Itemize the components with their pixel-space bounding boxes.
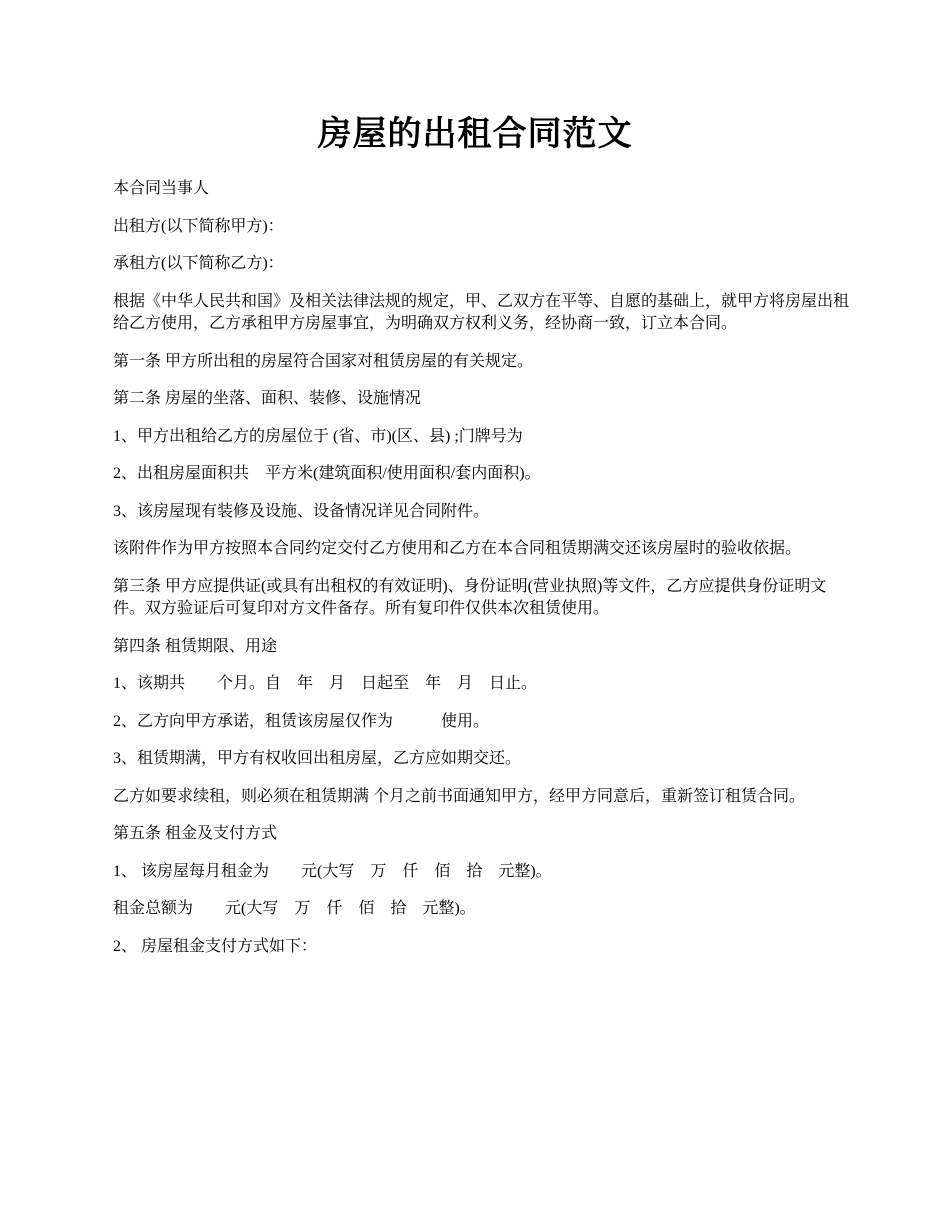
paragraph-article-4-item-2: 2、乙方向甲方承诺，租赁该房屋仅作为 使用。 <box>113 712 490 730</box>
paragraph-parties-heading: 本合同当事人 <box>113 180 210 197</box>
paragraph-article-2: 第二条 房屋的坐落、面积、装修、设施情况 <box>113 390 422 407</box>
paragraph-rent-total: 租金总额为 元(大写 万 仟 佰 拾 元整)。 <box>113 900 476 917</box>
paragraph-article-4-item-3: 3、租赁期满，甲方有权收回出租房屋，乙方应如期交还。 <box>113 750 522 767</box>
paragraph-article-5: 第五条 租金及支付方式 <box>113 825 278 842</box>
paragraph-lessor: 出租方(以下简称甲方)： <box>113 217 284 235</box>
paragraph-article-4: 第四条 租赁期限、用途 <box>113 637 278 655</box>
paragraph-article-4-item-1: 1、该期共 个月。自 年 月 日起至 年 月 日止。 <box>113 675 538 692</box>
paragraph-article-3: 第三条 甲方应提供证(或具有出租权的有效证明)、身份证明(营业执照)等文件，乙方应提供身份证明文件。双方验证后可复印对方文件备存。所有复印件仅供本次租赁使用。 <box>113 577 827 617</box>
document-body <box>113 178 853 973</box>
paragraph-article-2-item-1: 1、甲方出租给乙方的房屋位于 (省、市)(区、县) ;门牌号为 <box>113 427 523 445</box>
paragraph-article-1: 第一条 甲方所出租的房屋符合国家对租赁房屋的有关规定。 <box>113 352 534 370</box>
document-title: 房屋的出租合同范文 <box>317 116 633 153</box>
paragraph-article-5-item-1: 1、 该房屋每月租金为 元(大写 万 仟 佰 拾 元整)。 <box>113 862 552 880</box>
paragraph-annex-note: 该附件作为甲方按照本合同约定交付乙方使用和乙方在本合同租赁期满交还该房屋时的验收依据。 <box>113 540 802 557</box>
paragraph-preamble: 根据《中华人民共和国》及相关法律法规的规定，甲、乙双方在平等、自愿的基础上，就甲方将房屋出租给乙方使用，乙方承租甲方房屋事宜，为明确双方权利义务，经协商一致，订立本合同。 <box>113 292 850 332</box>
paragraph-article-5-item-2: 2、 房屋租金支付方式如下： <box>113 937 318 955</box>
paragraph-renewal: 乙方如要求续租，则必须在租赁期满 个月之前书面通知甲方，经甲方同意后，重新签订租赁合同。 <box>113 787 806 805</box>
paragraph-lessee: 承租方(以下简称乙方)： <box>113 255 284 272</box>
paragraph-article-2-item-2: 2、出租房屋面积共 平方米(建筑面积/使用面积/套内面积)。 <box>113 465 541 482</box>
paragraph-article-2-item-3: 3、该房屋现有装修及设施、设备情况详见合同附件。 <box>113 502 490 520</box>
